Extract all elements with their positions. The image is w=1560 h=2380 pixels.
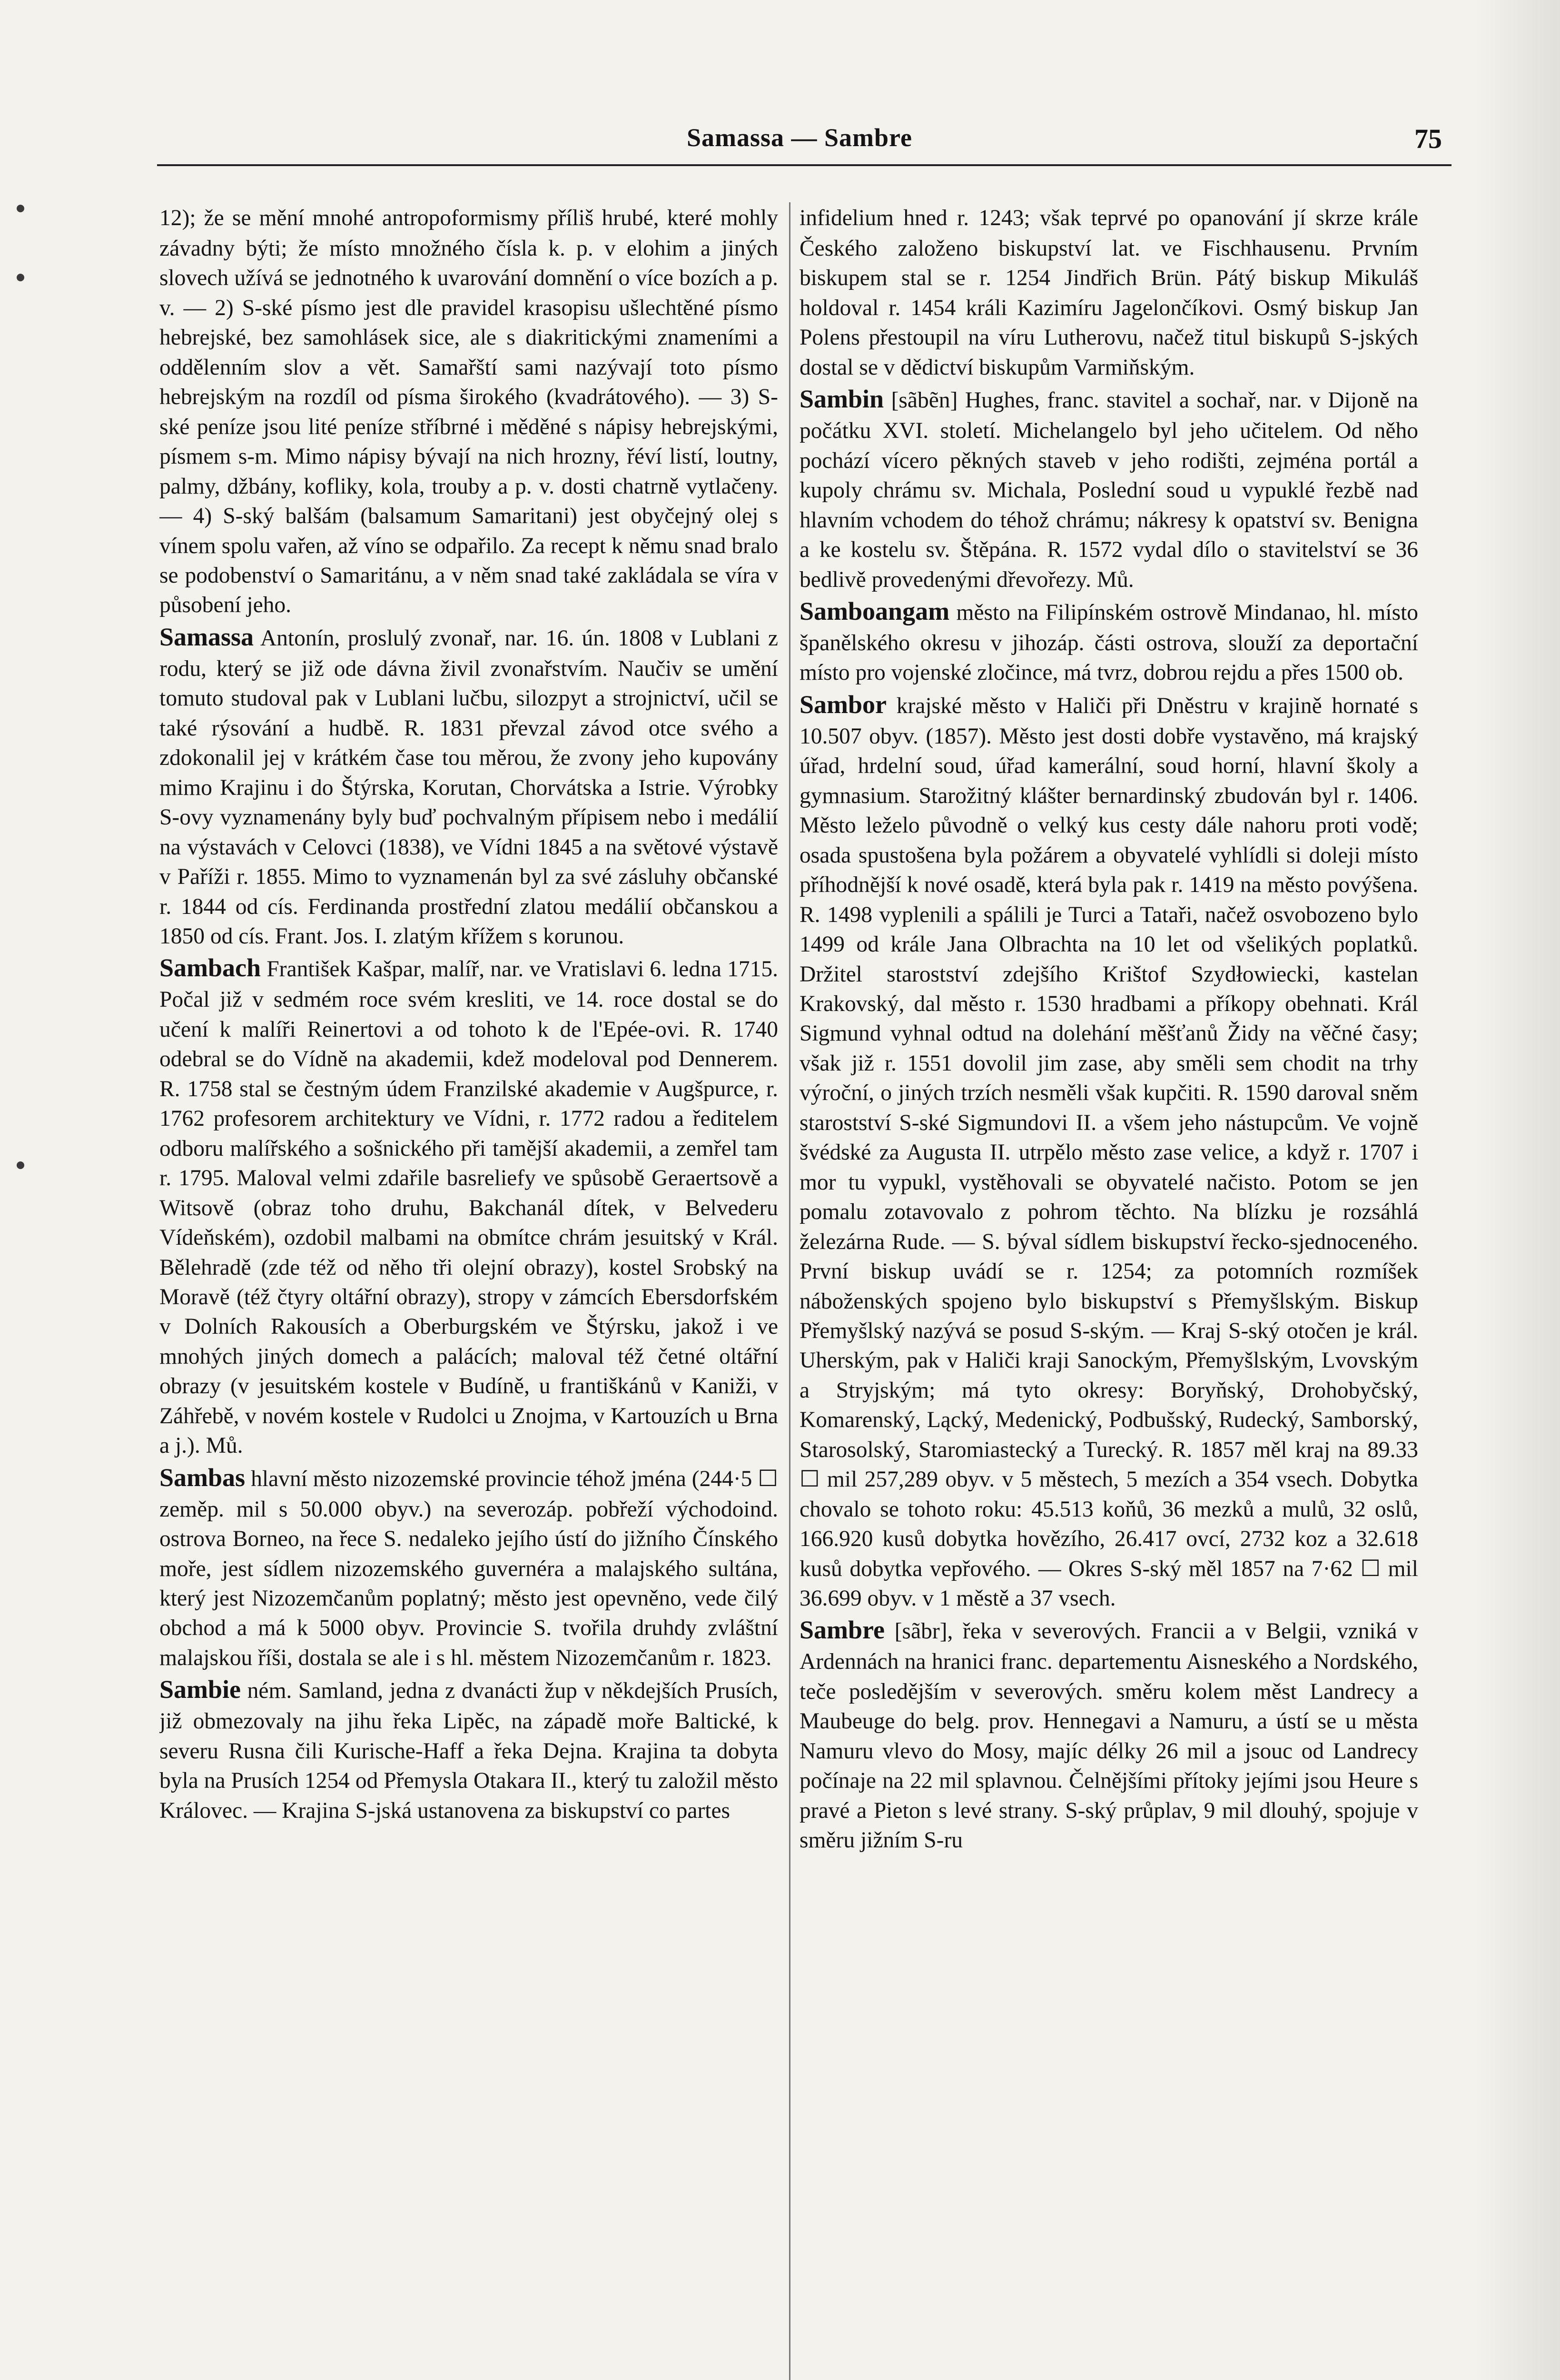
entry-sambach	[159, 951, 778, 1460]
entry-text: [sãbr], řeka v severových. Francii a v Belgii, vzniká v Ardennách na hranici franc. departementu Aisneského a Nordského, teče posledějším v severových. směru kolem měst Landrecy a Maubeuge do belg. prov. Hennegavi a Namuru, a ústí se u města Namuru vlevo do Mosy, majíc délky 26 mil a jsouc od Landrecy počínaje na 22 mil splavnou. Čelnějšími přítoky jejími jsou Heure s pravé a Pieton s levé strany. S-ský průplav, 9 mil dlouhý, spojuje v směru jižním S-ru	[800, 1619, 1418, 1853]
entry	[159, 200, 778, 620]
entry-headword: Samassa	[159, 622, 254, 651]
entry-text: [sãbẽn] Hughes, franc. stavitel a sochař, nar. v Dijoně na počátku XVI. století. Michelangelo byl jeho učitelem. Od něho pochází vícero pěkných staveb v jeho rodišti, zejména portál a kupoly chrámu sv. Michala, Poslední soud u vypuklé řezbě nad hlavním vchodem do téhož chrámu; nákresy k opatství sv. Benigna a ke kostelu sv. Štěpána. R. 1572 vydal dílo o stavitelství se 36 bedlivě provedenými dřevořezy. Mů.	[800, 388, 1418, 592]
entry-headword: Sambin	[800, 385, 884, 414]
entry-headword: Sambie	[159, 1675, 241, 1704]
entry-text: 12); že se mění mnohé antropoformismy příliš hrubé, které mohly závadny býti; že místo množného čísla k. p. v elohim a jiných slovech užívá se jednotného k uvarování domnění o více bozích a p. v. — 2) S-ské písmo jest dle pravidel krasopisu ušlechtěné písmo hebrejské, bez samohlásek sice, ale s diakritickými znameními a oddělenním slov a vět. Samařští sami nazývají toto písmo hebrejským na rozdíl od písma širokého (kvadrátového). — 3) S-ské peníze jsou lité peníze stříbrné i měděné s nápisy hebrejskými, písmem s-m. Mimo nápisy bývají na nich hrozny, řéví listí, loutny, palmy, džbány, kofliky, kola, trouby a p. v. dosti chatrně vytlačeny. — 4) S-ský balšám (balsamum Samaritani) jest obyčejný olej s vínem spolu vařen, až víno se odpařilo. Za recept k němu snad bralo se podobenství o Samaritánu, a v něm snad také zakládala se víra v působení jeho.	[159, 206, 778, 618]
entry	[800, 200, 1418, 382]
entry-text: hlavní město nizozemské provincie téhož jména (244·5 ☐ zeměp. mil s 50.000 obyv.) na severozáp. pobřeží východoind. ostrova Borneo, na řece S. nedaleko jejího ústí do jižního Čínského moře, jest sídlem nizozemského guvernéra a malajského sultána, který jest Nizozemčanům poplatný; město jest opevněno, vede čilý obchod a má k 5000 obyv. Provincie S. tvořila druhdy zvláštní malajskou říši, dostala se ale i s hl. městem Nizozemčanům r. 1823.	[159, 1466, 778, 1670]
entry-samassa	[159, 620, 778, 952]
running-title: Samassa — Sambre	[686, 123, 913, 152]
entry-headword: Samboangam	[800, 596, 950, 625]
entry-text: Antonín, proslulý zvonař, nar. 16. ún. 1808 v Lublani z rodu, který se již ode dávna živil zvonařstvím. Naučiv se umění tomuto studoval pak v Lublani lučbu, silozpyt a strojnictví, učil se také rýsování a hudbě. R. 1831 převzal závod otce svého a zdokonalil jej v krátkém čase tou měrou, že zvony jeho kupovány mimo Krajinu i do Štýrska, Korutan, Chorvátska a Istrie. Výrobky S-ovy vyznamenány byly buď pochvalným přípisem nebo i medálií na výstavách v Celovci (1838), ve Vídni 1845 a na světové výstavě v Paříži r. 1855. Mimo to vyznamenán byl za své zásluhy občanské r. 1844 od cís. Ferdinanda prostřední zlatou medálií občanskou a 1850 od cís. Frant. Jos. I. zlatým křížem s korunou.	[159, 625, 778, 949]
entry-text: infidelium hned r. 1243; však teprvé po opanování jí skrze krále Českého založeno biskupství lat. ve Fischhausenu. Prvním biskupem stal se r. 1254 Jindřich Brün. Pátý biskup Mikuláš holdoval r. 1454 králi Kazimíru Jagelončíkovi. Osmý biskup Jan Polens přestoupil na víru Lutherovu, načež titul biskupů S-jských dostal se v dědictví biskupům Varmiňským.	[800, 206, 1418, 380]
left-column	[159, 200, 778, 2380]
margin-mark	[17, 274, 24, 281]
header-rule	[157, 164, 1451, 166]
column-divider	[789, 202, 790, 2380]
entry-text: krajské město v Haliči při Dněstru v krajině hornaté s 10.507 obyv. (1857). Město jest dosti dobře vystavěno, má krajský úřad, hrdelní soud, úřad kamerální, soud horní, hlavní školy a gymnasium. Starožitný klášter bernardinský zbudován byl r. 1406. Město leželo původně o velký kus cesty dále nahoru proti vodě; osada spustošena byla požárem a obyvatelé vyhlídli si doleji místo příhodnější k nové osadě, která byla pak r. 1419 na město povýšena. R. 1498 vyplenili a spálili je Turci a Tataři, načež osvobozeno bylo 1499 od krále Jana Olbrachta na 10 let od všelikých poplatků. Držitel starostství zdejšího Krištof Szydłowiecki, kastelan Krakovský, dal město r. 1530 hradbami a příkopy obehnati. Král Sigmund vyhnal odtud na dolehání měšťanů Židy na věčné časy; však již r. 1551 dovolil jim zase, aby směli sem chodit na trhy výroční, o jiných trzích nesměli však kupčiti. R. 1590 daroval sněm starostství S-ské Sigmundovi II. a všem jeho nástupcům. Ve vojně švédské za Augusta II. utrpělo město zase velice, a když r. 1707 i mor tu vypukl, vystěhovali se obyvatelé načisto. Potom se jen pomalu zotavovalo z pohrom těchto. Na blízku je rozsáhlá železárna Rude. — S. býval sídlem biskupství řecko-sjednoceného. První biskup uvádí se r. 1254; za potomních rozmíšek náboženských spojeno bylo biskupství s Přemyšlským. Biskup Přemyšlský nazývá se posud S-ským. — Kraj S-ský otočen je král. Uherským, pak v Haliči kraji Sanockým, Přemyšlským, Lvovským a Stryjským; má tyto okresy: Boryňský, Drohobyčský, Komarenský, Lącký, Medenický, Podbušský, Rudecký, Samborský, Starosolský, Staromiastecký a Turecký. R. 1857 měl kraj na 89.33 ☐ mil 257,289 obyv. v 5 městech, 5 mezích a 354 vsech. Dobytka chovalo se tohoto roku: 45.513 koňů, 36 mezků a mulů, 32 oslů, 166.920 kusů dobytka hovězího, 26.417 ovcí, 2732 koz a 32.618 kusů dobytka vepřového. — Okres S-ský měl 1857 na 7·62 ☐ mil 36.699 obyv. v 1 městě a 37 vsech.	[800, 693, 1418, 1611]
binding-shadow	[1474, 0, 1560, 2380]
entry-text: ném. Samland, jedna z dvanácti žup v někdejších Prusích, již obmezovaly na jihu řeka Lipěc, na západě moře Baltické, k severu Rusna čili Kurische-Haff a řeka Dejna. Krajina ta dobyta byla na Prusích 1254 od Přemysla Otakara II., který tu založil město Královec. — Krajina S-jská ustanovena za biskupství co partes	[159, 1678, 778, 1823]
entry-sambin	[800, 382, 1418, 595]
page-number: 75	[1414, 123, 1442, 154]
entry-headword: Sambas	[159, 1463, 246, 1492]
entry-text: město na Filipínském ostrově Mindanao, hl. místo španělského okresu v jihozáp. části ostrova, slouží za deportační místo pro vojenské zločince, má tvrz, dobrou rejdu a přes 1500 ob.	[800, 600, 1418, 685]
margin-mark	[17, 1161, 24, 1169]
entry-headword: Sambach	[159, 953, 261, 982]
entry-headword: Sambor	[800, 690, 887, 719]
entry-sambie	[159, 1673, 778, 1825]
entry-samboangam	[800, 595, 1418, 688]
entry-text: František Kašpar, malíř, nar. ve Vratislavi 6. ledna 1715. Počal již v sedmém roce svém kresliti, ve 14. roce dostal se do učení k malíři Reinertovi a od tohoto k de l'Epée-ovi. R. 1740 odebral se do Vídně na akademii, kdež modeloval pod Dennerem. R. 1758 stal se čestným údem Franzilské akademie v Augšpurce, r. 1762 profesorem architektury ve Vídni, r. 1772 radou a ředitelem odboru malířského a sošnického při tamější akademii, a zemřel tam r. 1795. Maloval velmi zdařile basreliefy ve spůsobě Geraertsově a Witsově (obraz toho druhu, Bakchanál dítek, v Belvederu Vídeňském), ozdobil malbami na obmítce chrám jesuitský v Král. Bělehradě (zde též od něho tři olejní obrazy), kostel Srobský na Moravě (též čtyry oltářní obrazy), stropy v zámcích Ebersdorfském v Dolních Rakousích a Oberburgském ve Štýrsku, jakož i ve mnohých jiných domech a palácích; maloval též četné oltářní obrazy (v jesuitském kostele v Budíně, u františkánů v Kaniži, v Záhřebě, v novém kostele v Rudolci u Znojma, v Kartouzích u Brna a j.). Mů.	[159, 957, 778, 1458]
page-header	[157, 123, 1442, 166]
entry-sambor	[800, 688, 1418, 1614]
entry-sambre	[800, 1613, 1418, 1855]
entry-sambas	[159, 1461, 778, 1673]
entry-headword: Sambre	[800, 1616, 885, 1645]
margin-mark	[17, 205, 24, 212]
right-column	[800, 200, 1418, 2380]
